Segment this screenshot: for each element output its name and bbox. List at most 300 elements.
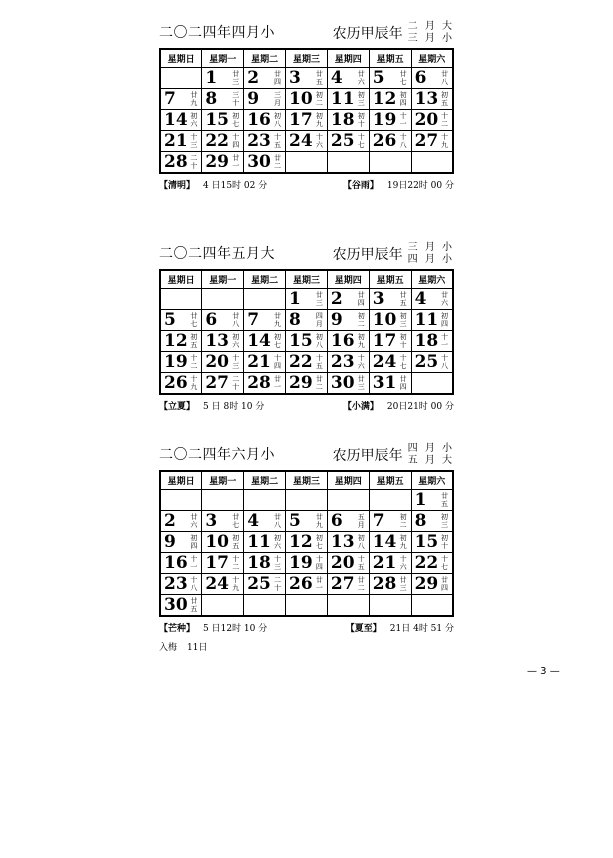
solar-term-name: 【谷雨】 [342, 181, 379, 191]
lunar-char: 廿 [274, 513, 282, 521]
day-cell [327, 574, 369, 595]
lunar-months [408, 242, 454, 266]
lunar-day [399, 333, 408, 349]
day-number: 15 [205, 110, 230, 130]
day-cell [244, 131, 286, 152]
lunar-char: 初 [315, 333, 323, 341]
lunar-char: 二 [357, 584, 365, 592]
empty-cell [202, 289, 244, 310]
solar-terms [159, 399, 454, 415]
day-cell [327, 289, 369, 310]
day-cell [411, 310, 453, 331]
solar-term-first [159, 178, 267, 191]
lunar-char: 四 [232, 141, 240, 149]
day-number: 16 [330, 331, 355, 351]
day-number: 16 [247, 110, 271, 130]
lunar-char: 八 [232, 320, 240, 328]
lunar-day [273, 555, 282, 571]
day-number: 12 [372, 89, 397, 109]
lunar-char: 七 [190, 320, 198, 328]
day-number: 2 [330, 289, 343, 309]
solar-term-name: 【清明】 [159, 181, 196, 191]
solar-term-name: 【夏至】 [345, 624, 382, 634]
day-number: 7 [372, 511, 385, 531]
lunar-day [440, 534, 449, 550]
day-number: 18 [330, 110, 355, 130]
lunar-char: 廿 [441, 576, 448, 584]
lunar-day [399, 534, 408, 550]
lunar-day [231, 133, 240, 149]
lunar-char: 十 [357, 354, 365, 362]
lunar-day [440, 91, 449, 107]
lunar-month-first: 四 月 小 [407, 443, 454, 454]
lunar-char: 廿 [441, 492, 448, 500]
lunar-char: 十 [441, 542, 448, 550]
day-cell [327, 511, 369, 532]
lunar-char: 八 [274, 521, 282, 529]
day-number: 6 [205, 310, 218, 330]
weekday-header: 星期三 [286, 270, 328, 289]
day-cell [160, 511, 202, 532]
lunar-day [231, 555, 240, 571]
day-cell [160, 331, 202, 352]
day-number: 10 [205, 532, 230, 552]
lunar-year-label: 农历甲辰年 [332, 448, 403, 464]
lunar-char: 十 [190, 555, 198, 563]
day-cell [286, 574, 328, 595]
empty-cell [286, 595, 328, 617]
lunar-day [399, 354, 408, 370]
lunar-day [315, 354, 324, 370]
calendar-may [159, 241, 454, 415]
day-number: 4 [247, 511, 260, 531]
lunar-char: 十 [399, 112, 407, 120]
day-cell [327, 532, 369, 553]
lunar-char: 五 [232, 542, 240, 550]
lunar-char: 廿 [315, 375, 323, 383]
lunar-char: 三 [232, 78, 240, 86]
lunar-char: 十 [357, 133, 365, 141]
lunar-char: 十 [232, 576, 240, 584]
lunar-char: 廿 [357, 70, 365, 78]
lunar-day [399, 291, 408, 307]
solar-term-time: 4 日15时 02 分 [203, 181, 268, 191]
weekday-header: 星期二 [244, 49, 286, 68]
lunar-char: 九 [274, 320, 282, 328]
lunar-day [399, 375, 408, 391]
lunar-day [440, 291, 449, 307]
day-number: 10 [289, 89, 313, 109]
lunar-char: 八 [441, 362, 448, 370]
lunar-month-second: 四 月 小 [407, 254, 454, 265]
day-cell [202, 152, 244, 174]
day-cell [286, 131, 328, 152]
lunar-char: 廿 [315, 513, 323, 521]
lunar-char: 初 [274, 112, 282, 120]
lunar-day [273, 91, 282, 107]
day-cell [244, 310, 286, 331]
lunar-day [273, 333, 282, 349]
day-number: 19 [289, 553, 313, 573]
lunar-day [440, 576, 449, 592]
empty-cell [244, 595, 286, 617]
day-cell [160, 532, 202, 553]
lunar-day [399, 112, 408, 128]
day-cell [286, 352, 328, 373]
lunar-char: 十 [232, 99, 240, 107]
day-cell [160, 595, 202, 617]
plum-rain-date: 11日 [187, 643, 208, 653]
day-cell [369, 289, 411, 310]
lunar-day [357, 112, 366, 128]
weekday-header-row [160, 49, 453, 68]
lunar-char: 八 [441, 78, 448, 86]
lunar-char: 五 [190, 605, 198, 613]
page-number: — 3 — [527, 666, 560, 677]
lunar-char: 四 [357, 299, 365, 307]
lunar-day [357, 91, 366, 107]
day-number: 17 [289, 110, 313, 130]
weekday-header: 星期四 [327, 471, 369, 490]
lunar-char: 初 [441, 534, 448, 542]
lunar-day [273, 354, 282, 370]
lunar-char: 初 [441, 312, 448, 320]
empty-cell [411, 373, 453, 395]
day-number: 11 [414, 310, 439, 330]
lunar-day [231, 576, 240, 592]
lunar-char: 廿 [190, 597, 198, 605]
lunar-char: 九 [315, 521, 323, 529]
empty-cell [286, 152, 328, 174]
lunar-char: 六 [190, 521, 198, 529]
day-number: 14 [247, 331, 271, 351]
lunar-char: 九 [190, 99, 198, 107]
lunar-char: 十 [190, 354, 198, 362]
solar-term-time: 19日22时 00 分 [386, 181, 454, 191]
day-cell [411, 89, 453, 110]
lunar-char: 五 [399, 299, 407, 307]
calendar-june [159, 442, 454, 637]
lunar-day [189, 333, 198, 349]
lunar-char: 廿 [190, 312, 198, 320]
day-number: 4 [330, 68, 343, 88]
lunar-char: 五 [441, 99, 448, 107]
lunar-char: 九 [441, 141, 448, 149]
lunar-char: 十 [315, 133, 323, 141]
lunar-char: 九 [315, 120, 323, 128]
day-number: 11 [247, 532, 271, 552]
weekday-header: 星期三 [286, 49, 328, 68]
lunar-day [231, 312, 240, 328]
lunar-day [399, 513, 408, 529]
lunar-char: 二 [315, 383, 323, 391]
lunar-day [273, 375, 282, 391]
empty-cell [411, 595, 453, 617]
weekday-header-row [160, 270, 453, 289]
day-cell [286, 553, 328, 574]
day-cell [286, 110, 328, 131]
day-number: 23 [247, 131, 271, 151]
day-number: 5 [289, 511, 301, 531]
day-number: 31 [372, 373, 397, 393]
lunar-day [357, 333, 366, 349]
lunar-char: 三 [274, 563, 282, 571]
weekday-header-row [160, 471, 453, 490]
day-cell [327, 352, 369, 373]
solar-terms [159, 621, 454, 637]
lunar-char: 二 [232, 563, 240, 571]
lunar-char: 二 [190, 362, 198, 370]
lunar-char: 初 [315, 91, 323, 99]
lunar-char: 初 [190, 534, 198, 542]
calendar-april [159, 20, 454, 194]
lunar-day [189, 576, 198, 592]
lunar-char: 五 [190, 341, 198, 349]
lunar-char: 五 [441, 500, 448, 508]
lunar-char: 六 [315, 141, 323, 149]
day-number: 6 [414, 68, 427, 88]
weekday-header: 星期五 [369, 49, 411, 68]
lunar-char: 初 [357, 112, 365, 120]
lunar-char: 三 [357, 383, 365, 391]
day-number: 26 [372, 131, 397, 151]
solar-term-time: 5 日12时 10 分 [203, 624, 268, 634]
day-number: 23 [330, 352, 355, 372]
lunar-char: 七 [399, 362, 407, 370]
lunar-char: 初 [357, 91, 365, 99]
day-cell [160, 310, 202, 331]
day-cell [244, 331, 286, 352]
lunar-char: 初 [232, 333, 240, 341]
weekday-header: 星期一 [202, 270, 244, 289]
lunar-char: 初 [190, 112, 198, 120]
lunar-char: 月 [274, 99, 282, 107]
lunar-day [315, 133, 324, 149]
day-number: 8 [289, 310, 301, 330]
lunar-char: 初 [274, 534, 282, 542]
day-number: 28 [372, 574, 397, 594]
day-cell [286, 89, 328, 110]
lunar-day [273, 70, 282, 86]
day-number: 29 [289, 373, 313, 393]
lunar-char: 初 [315, 112, 323, 120]
day-number: 4 [414, 289, 427, 309]
plum-rain-note [159, 640, 207, 653]
weekday-header: 星期三 [286, 471, 328, 490]
day-number: 22 [205, 131, 230, 151]
lunar-char: 十 [399, 354, 407, 362]
day-cell [244, 373, 286, 395]
lunar-day [273, 154, 282, 170]
lunar-char: 初 [190, 333, 198, 341]
day-number: 15 [414, 532, 439, 552]
lunar-day [357, 555, 366, 571]
empty-cell [244, 289, 286, 310]
day-number: 27 [330, 574, 355, 594]
lunar-day [189, 112, 198, 128]
day-number: 20 [330, 553, 355, 573]
plum-rain-label: 入梅 [159, 643, 178, 653]
lunar-day [315, 312, 324, 328]
day-cell [244, 152, 286, 174]
lunar-day [399, 70, 408, 86]
day-number: 24 [372, 352, 397, 372]
day-cell [202, 574, 244, 595]
day-number: 29 [205, 152, 230, 172]
day-cell [327, 331, 369, 352]
lunar-day [189, 534, 198, 550]
day-number: 22 [414, 553, 439, 573]
solar-term-second [343, 399, 454, 412]
lunar-month-second: 五 月 大 [407, 455, 454, 466]
day-number: 24 [289, 131, 313, 151]
lunar-char: 二 [357, 320, 365, 328]
lunar-day [357, 354, 366, 370]
lunar-char: 四 [274, 78, 282, 86]
lunar-char: 廿 [274, 375, 282, 383]
lunar-char: 十 [232, 354, 240, 362]
day-cell [160, 574, 202, 595]
day-cell [369, 331, 411, 352]
lunar-char: 四 [315, 312, 323, 320]
day-cell [369, 110, 411, 131]
lunar-char: 初 [399, 513, 407, 521]
lunar-day [315, 534, 324, 550]
lunar-day [357, 291, 366, 307]
lunar-char: 初 [357, 534, 365, 542]
day-cell [244, 68, 286, 89]
empty-cell [160, 490, 202, 511]
weekday-header: 星期四 [327, 49, 369, 68]
day-cell [202, 553, 244, 574]
lunar-char: 十 [441, 333, 448, 341]
lunar-month-first: 二 月 大 [407, 21, 454, 32]
lunar-day [440, 333, 449, 349]
empty-cell [327, 152, 369, 174]
day-number: 19 [164, 352, 188, 372]
lunar-char: 三 [232, 362, 240, 370]
lunar-char: 八 [357, 542, 365, 550]
lunar-char: 廿 [190, 91, 198, 99]
lunar-char: 三 [190, 141, 198, 149]
day-number: 25 [247, 574, 271, 594]
day-number: 30 [164, 595, 188, 615]
lunar-char: 九 [399, 542, 407, 550]
lunar-day [357, 375, 366, 391]
lunar-char: 二 [274, 162, 282, 170]
day-cell [369, 532, 411, 553]
lunar-char: 四 [190, 542, 198, 550]
empty-cell [327, 490, 369, 511]
lunar-day [399, 133, 408, 149]
lunar-char: 初 [357, 312, 365, 320]
lunar-day [357, 312, 366, 328]
day-cell [369, 574, 411, 595]
lunar-day [399, 312, 408, 328]
day-cell [202, 511, 244, 532]
lunar-char: 十 [441, 133, 448, 141]
lunar-day [231, 70, 240, 86]
week-row [160, 110, 453, 131]
lunar-day [273, 112, 282, 128]
day-number: 22 [289, 352, 313, 372]
day-number: 26 [164, 373, 188, 393]
day-number: 27 [205, 373, 230, 393]
day-cell [286, 68, 328, 89]
lunar-char: 二 [232, 375, 240, 383]
lunar-day [189, 154, 198, 170]
lunar-char: 七 [232, 521, 240, 529]
lunar-char: 十 [232, 555, 240, 563]
day-cell [327, 110, 369, 131]
day-cell [369, 352, 411, 373]
lunar-day [315, 576, 324, 592]
day-cell [244, 352, 286, 373]
week-row [160, 532, 453, 553]
solar-term-time: 5 日 8时 10 分 [203, 402, 265, 412]
solar-term-time: 20日21时 00 分 [386, 402, 454, 412]
lunar-char: 廿 [357, 291, 365, 299]
day-cell [327, 553, 369, 574]
lunar-char: 五 [315, 78, 323, 86]
day-cell [202, 331, 244, 352]
lunar-info [333, 241, 454, 267]
day-cell [369, 89, 411, 110]
empty-cell [369, 152, 411, 174]
day-cell [411, 574, 453, 595]
day-number: 25 [414, 352, 439, 372]
day-cell [411, 131, 453, 152]
lunar-day [357, 133, 366, 149]
lunar-char: 廿 [399, 291, 407, 299]
day-cell [244, 553, 286, 574]
lunar-day [315, 91, 324, 107]
lunar-day [399, 576, 408, 592]
day-number: 28 [164, 152, 188, 172]
lunar-info [333, 20, 454, 46]
lunar-day [189, 597, 198, 613]
empty-cell [327, 595, 369, 617]
empty-cell [160, 68, 202, 89]
day-cell [369, 373, 411, 395]
lunar-char: 四 [274, 362, 282, 370]
day-number: 7 [247, 310, 260, 330]
lunar-char: 廿 [190, 513, 198, 521]
month-title: 二〇二四年五月大 [159, 246, 275, 262]
day-number: 29 [414, 574, 439, 594]
weekday-header: 星期六 [411, 49, 453, 68]
lunar-day [357, 70, 366, 86]
lunar-char: 九 [190, 383, 198, 391]
lunar-day [315, 70, 324, 86]
lunar-char: 九 [357, 341, 365, 349]
lunar-char: 月 [315, 320, 323, 328]
day-number: 25 [330, 131, 355, 151]
lunar-day [231, 513, 240, 529]
week-row [160, 89, 453, 110]
lunar-char: 二 [274, 576, 282, 584]
day-cell [202, 89, 244, 110]
lunar-char: 初 [357, 333, 365, 341]
day-number: 9 [330, 310, 343, 330]
day-cell [327, 131, 369, 152]
week-row [160, 131, 453, 152]
lunar-char: 十 [399, 341, 407, 349]
day-number: 7 [164, 89, 176, 109]
week-row [160, 289, 453, 310]
lunar-char: 一 [315, 584, 323, 592]
lunar-day [440, 555, 449, 571]
